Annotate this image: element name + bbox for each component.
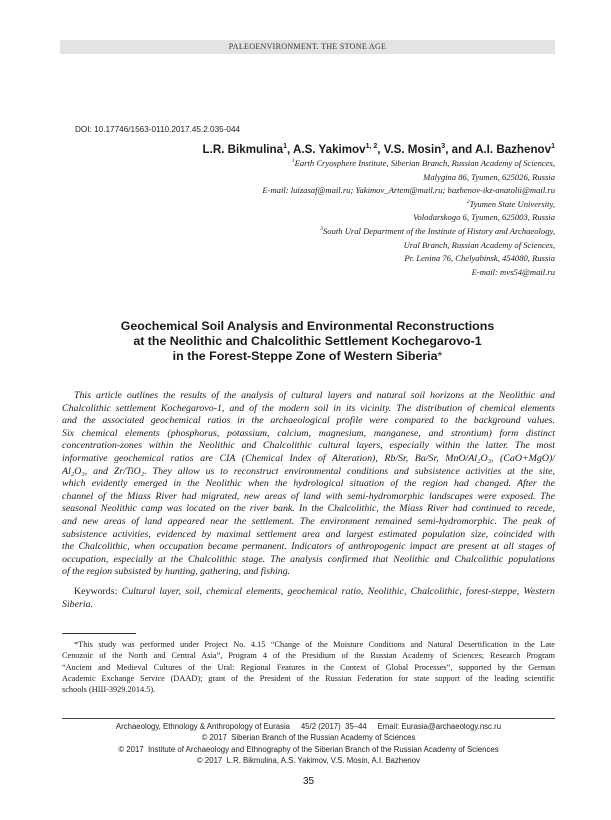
abstract-line: and the associated geochemical ratios in the archaeological profile were compared to the background values. bbox=[62, 415, 555, 427]
footnote-line: “Ancient and Medieval Cultures of the Ural: Regional Features in the Context of Global Processes”, supported by the German bbox=[62, 662, 555, 672]
affiliation-line: $^2$Tyumen State University, bbox=[466, 198, 555, 209]
page-number: 35 bbox=[302, 776, 315, 787]
affiliation-line: $^1$Earth Cryosphere Institute, Siberian Branch, Russian Academy of Sciences, bbox=[291, 157, 555, 168]
abstract-line: occupation, especially at the Chalcolithic stage. The analysis confirmed that Neolithic and Chalcolithic populations bbox=[62, 553, 555, 565]
abstract-line: the Chalcolithic, when occupation became permanent. Indicators of anthropogenic impact are present at all stages of bbox=[62, 541, 555, 553]
affiliations bbox=[262, 156, 555, 278]
affiliation-line: E-mail: luizasaf@mail.ru; Yakimov_Artem@mail.ru; bazhenov-ikz-anatolii@mail.ru bbox=[262, 185, 555, 196]
footer-line: © 2017 Institute of Archaeology and Ethnography of the Siberian Branch of the Russian Academy of Sciences bbox=[118, 744, 499, 754]
title-line: Geochemical Soil Analysis and Environmental Reconstructions bbox=[120, 319, 495, 333]
abstract-line: and new areas of land appeared near the settlement. The environment remained semi-hydromorphic. The peak of bbox=[62, 515, 555, 527]
footer-line: © 2017 Siberian Branch of the Russian Academy of Sciences bbox=[201, 733, 416, 743]
affiliation-line: Volodarskogo 6, Tyumen, 625003, Russia bbox=[413, 212, 555, 223]
abstract-line: which evidently emerged in the Neolithic when the hydrological situation of the region had changed. After the bbox=[62, 478, 555, 490]
title-line: at the Neolithic and Chalcolithic Settlement Kochegarovo-1 bbox=[133, 334, 482, 348]
abstract-line: seasonal Neolithic camp was located on the river bank. In the Chalcolithic, the Miass River had continued to recede, bbox=[62, 503, 555, 515]
abstract-line: Al₂O₃, and Zr/TiO₂. They allow us to reconstruct environmental conditions and subsistence activities at the site, bbox=[62, 465, 555, 477]
title-line: in the Forest-Steppe Zone of Western Siberia* bbox=[172, 349, 443, 363]
footnote bbox=[62, 639, 555, 695]
keywords-line: Siberia. bbox=[62, 598, 93, 610]
abstract-line: of the region subsisted by hunting, gathering, and fishing. bbox=[62, 566, 291, 578]
article-title bbox=[60, 319, 555, 364]
footnote-line: Cenozoic of the North and Central Asia”, Program 4 of the Presidium of the Russian Academy of Sciences; Research Program bbox=[62, 651, 555, 661]
running-header: PALEOENVIRONMENT. THE STONE AGE bbox=[60, 40, 555, 54]
footnote-mark: * bbox=[437, 349, 443, 363]
author: A.S. Yakimov$^{1, 2}$, bbox=[292, 143, 384, 156]
affiliation-line: $^3$South Ural Department of the Institute of History and Archaeology, bbox=[320, 225, 555, 236]
footnote-line: schools (НШ-3929.2014.5). bbox=[62, 685, 156, 695]
author: A.I. Bazhenov$^1$ bbox=[475, 143, 555, 156]
abstract-line: concentration-zones within the Neolithic and Chalcolithic cultural layers, especially within the latter. The most bbox=[62, 440, 555, 452]
abstract-line: Chalcolithic settlement Kochegarovo-1, and of the modern soil in its vicinity. The distribution of chemical elements bbox=[62, 402, 555, 414]
abstract-line: subsistence activities, evidenced by maximal settlement area and largest estimated population size, coincided with bbox=[62, 528, 555, 540]
abstract bbox=[62, 390, 555, 579]
keywords bbox=[62, 586, 555, 611]
abstract-line: This article outlines the results of the analysis of cultural layers and natural soil horizons at the Neolithic and bbox=[74, 390, 555, 401]
doi: DOI: 10.17746/1563-0110.2017.45.2.035-044 bbox=[75, 125, 241, 134]
affiliation-line: E-mail: mvs54@mail.ru bbox=[471, 266, 555, 277]
footnote-line: Academic Exchange Service (DAAD); grant of the President of the Russian Federation for state support of the leading scientific bbox=[62, 673, 555, 683]
footer-divider bbox=[62, 718, 555, 719]
keywords-line: Keywords: Cultural layer, soil, chemical elements, geochemical ratio, Neolithic, Chalcolithic, forest-steppe, Western bbox=[74, 586, 555, 597]
author: V.S. Mosin$^3$, and bbox=[383, 143, 476, 156]
authors bbox=[203, 143, 555, 156]
affiliation-line: Ural Branch, Russian Academy of Sciences, bbox=[403, 239, 555, 250]
abstract-line: informative geochemical ratios are CIA (Chemical Index of Alteration), Rb/Sr, Ba/Sr, MnO/Al₂O₃, (CaO+MgO)/ bbox=[62, 452, 555, 464]
affiliation-line: Pr. Lenina 76, Chelyabinsk, 454080, Russia bbox=[404, 253, 555, 264]
footer-line: © 2017 L.R. Bikmulina, A.S. Yakimov, V.S. Mosin, A.I. Bazhenov bbox=[196, 756, 420, 766]
footnote-divider bbox=[62, 633, 136, 634]
footnote-line: *This study was performed under Project No. 4.15 “Change of the Moisture Conditions and Natural Desertification in the Late bbox=[74, 640, 555, 649]
abstract-line: channel of the Miass River had migrated, new areas of land with semi-hydromorphic landscapes were exposed. The bbox=[62, 490, 555, 502]
author: L.R. Bikmulina$^1$, bbox=[202, 143, 293, 156]
journal-footer bbox=[62, 721, 555, 767]
affiliation-line: Malygina 86, Tyumen, 625026, Russia bbox=[423, 171, 555, 182]
abstract-line: Six chemical elements (phosphorus, potassium, calcium, magnesium, manganese, and strontium) form distinct bbox=[62, 427, 555, 439]
footer-line: Archaeology, Ethnology & Anthropology of Eurasia 45/2 (2017) 35–44 Email: Eurasia@archaeology.nsc.ru bbox=[115, 722, 502, 731]
